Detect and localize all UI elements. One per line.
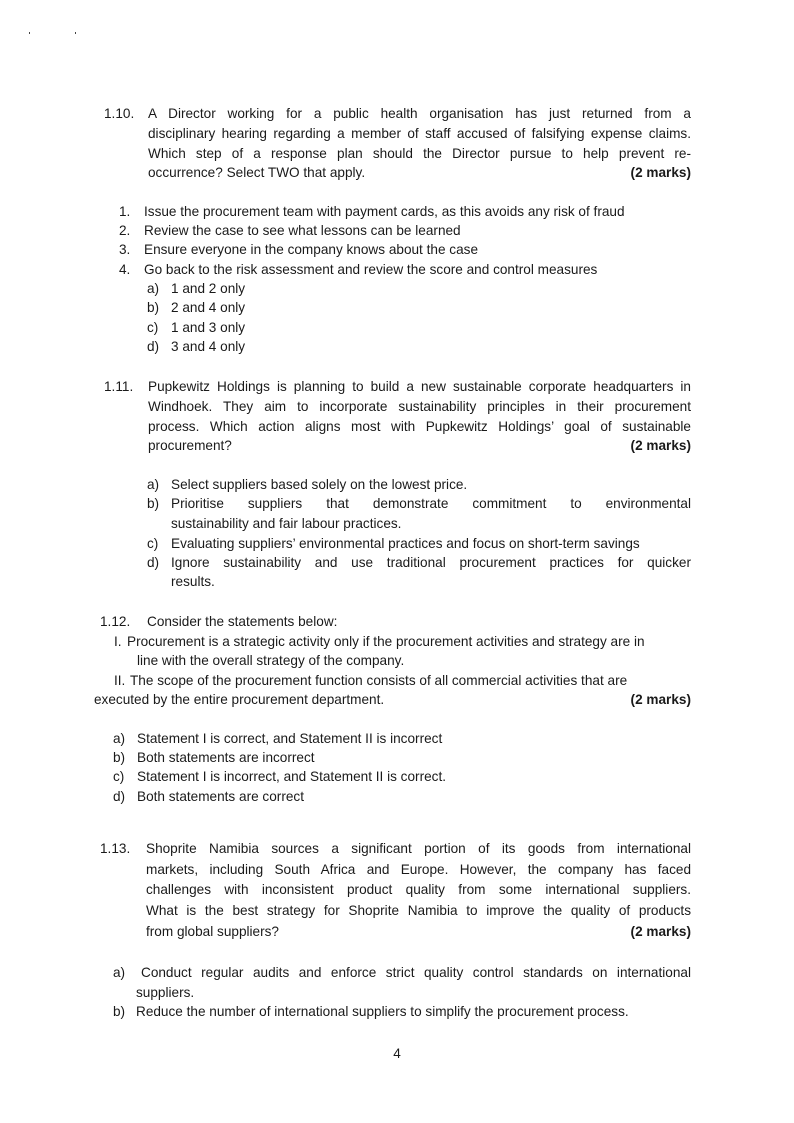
- option-text: Reduce the number of international suppliers to simplify the procurement process.: [136, 1004, 629, 1019]
- question-number: 1.13.: [100, 841, 131, 856]
- statement-label: I.: [114, 634, 122, 649]
- option-label: c): [147, 320, 159, 335]
- question-stem-line: Windhoek. They aim to incorporate sustainability principles in their procurement: [148, 399, 691, 414]
- statement-label: 4.: [119, 262, 131, 277]
- question-stem-line: process. Which action aligns most with Pupkewitz Holdings’ goal of sustainable: [148, 419, 691, 434]
- question-stem-line: challenges with inconsistent product quality from some international suppliers.: [146, 882, 691, 897]
- option-label: d): [147, 339, 160, 354]
- option-label: d): [113, 789, 126, 804]
- question-stem-line: Which step of a response plan should the Director pursue to help prevent re-: [148, 146, 691, 161]
- option-label: b): [113, 750, 126, 765]
- option-label: c): [113, 769, 125, 784]
- option-text: Select suppliers based solely on the lowest price.: [171, 477, 468, 492]
- option-text-continued: results.: [171, 574, 215, 589]
- option-text: Conduct regular audits and enforce strict quality control standards on international: [141, 965, 691, 980]
- option-label: d): [147, 555, 160, 570]
- statement-text: Procurement is a strategic activity only if the procurement activities and strategy are in: [127, 634, 645, 649]
- question-stem-line: from global suppliers?: [146, 924, 279, 939]
- option-text: Both statements are incorrect: [137, 750, 315, 765]
- marks-label: (2 marks): [630, 438, 691, 453]
- option-text: Statement I is correct, and Statement II is incorrect: [137, 731, 443, 746]
- question-stem-line: occurrence? Select TWO that apply.: [148, 165, 366, 180]
- statement-text-continued: line with the overall strategy of the company.: [137, 653, 405, 668]
- option-text: Evaluating suppliers’ environmental practices and focus on short-term savings: [171, 536, 640, 551]
- option-text-continued: sustainability and fair labour practices.: [171, 516, 402, 531]
- question-stem-line: disciplinary hearing regarding a member of staff accused of falsifying expense claims.: [148, 126, 691, 141]
- question-number: 1.11.: [104, 379, 134, 394]
- scan-speck: [75, 32, 76, 34]
- question-stem-line: Pupkewitz Holdings is planning to build a new sustainable corporate headquarters in: [148, 379, 691, 394]
- option-text: 3 and 4 only: [171, 339, 246, 354]
- option-label: a): [147, 281, 160, 296]
- statement-label: 2.: [119, 223, 131, 238]
- statement-label: II.: [114, 673, 126, 688]
- statement-label: 3.: [119, 242, 131, 257]
- marks-label: (2 marks): [630, 924, 691, 939]
- statement-label: 1.: [119, 204, 131, 219]
- page-number: 4: [393, 1046, 401, 1061]
- option-label: c): [147, 536, 159, 551]
- option-text: 1 and 3 only: [171, 320, 246, 335]
- question-stem-line: Shoprite Namibia sources a significant portion of its goods from international: [146, 841, 691, 856]
- option-text: Statement I is incorrect, and Statement II is correct.: [137, 769, 447, 784]
- option-label: b): [147, 496, 160, 511]
- question-stem-line: procurement?: [148, 438, 232, 453]
- scan-speck: [29, 32, 30, 34]
- statement-text: Go back to the risk assessment and review the score and control measures: [144, 262, 598, 277]
- marks-label: (2 marks): [630, 692, 691, 707]
- marks-label: (2 marks): [630, 165, 691, 180]
- option-text: Prioritise suppliers that demonstrate commitment to environmental: [171, 496, 691, 511]
- option-label: a): [113, 731, 126, 746]
- question-stem-line: What is the best strategy for Shoprite Namibia to improve the quality of products: [146, 903, 691, 918]
- statement-text: The scope of the procurement function consists of all commercial activities that are: [130, 673, 628, 688]
- option-text: 2 and 4 only: [171, 300, 246, 315]
- option-text-continued: suppliers.: [136, 985, 195, 1000]
- statement-text-continued: executed by the entire procurement department.: [94, 692, 385, 707]
- question-number: 1.12.: [100, 614, 131, 629]
- option-label: b): [147, 300, 160, 315]
- statement-text: Issue the procurement team with payment cards, as this avoids any risk of fraud: [144, 204, 625, 219]
- option-text: 1 and 2 only: [171, 281, 246, 296]
- option-text: Ignore sustainability and use traditional procurement practices for quicker: [171, 555, 691, 570]
- question-stem-line: A Director working for a public health organisation has just returned from a: [148, 106, 691, 121]
- question-number: 1.10.: [104, 106, 135, 121]
- question-stem-line: markets, including South Africa and Europe. However, the company has faced: [146, 862, 691, 877]
- question-stem-line: Consider the statements below:: [147, 614, 338, 629]
- option-label: a): [113, 965, 126, 980]
- option-text: Both statements are correct: [137, 789, 304, 804]
- statement-text: Review the case to see what lessons can be learned: [144, 223, 461, 238]
- option-label: b): [113, 1004, 126, 1019]
- statement-text: Ensure everyone in the company knows about the case: [144, 242, 479, 257]
- option-label: a): [147, 477, 160, 492]
